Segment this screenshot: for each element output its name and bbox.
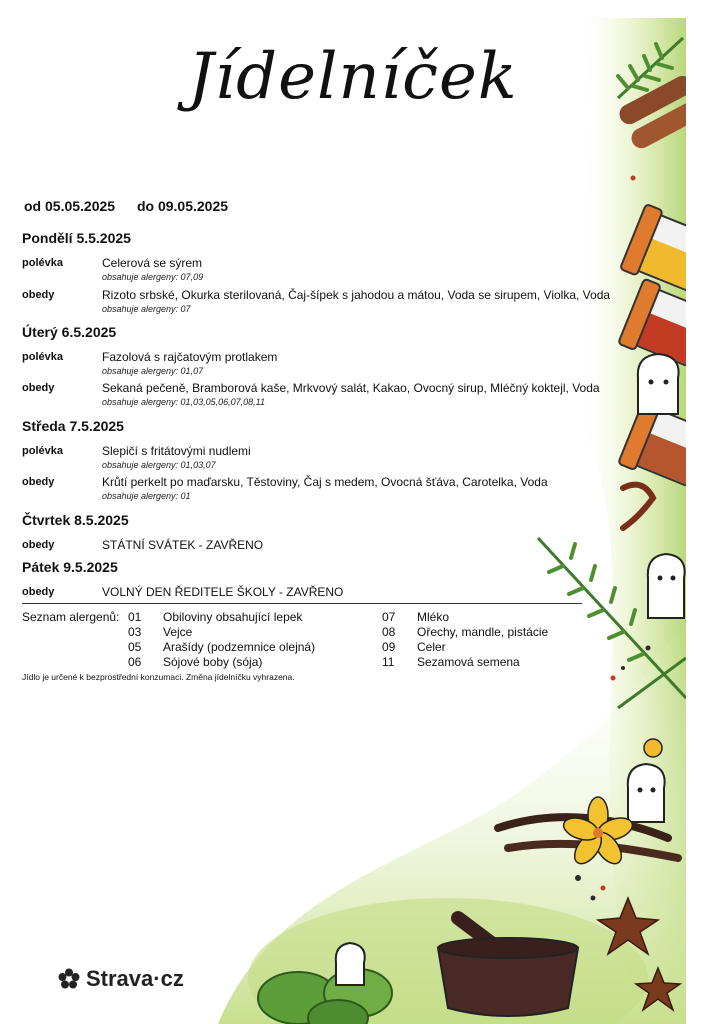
allergen-name: Arašídy (podzemnice olejná)	[163, 640, 316, 654]
flower-icon	[58, 968, 80, 990]
allergen-code: 11	[382, 655, 395, 669]
main-dish: Sekaná pečeně, Bramborová kaše, Mrkvový salát, Kakao, Ovocný sirup, Mléčný koktejl, Voda	[102, 381, 600, 395]
allergen-code: 06	[128, 655, 142, 669]
soup-allergens: obsahuje alergeny: 07,09	[102, 272, 204, 282]
footnote: Jídlo je určené k bezprostřední konzumaci. Změna jídelníčku vyhrazena.	[22, 672, 295, 682]
allergen-code: 01	[128, 610, 142, 624]
date-to: do 09.05.2025	[136, 198, 229, 214]
allergen-name: Ořechy, mandle, pistácie	[417, 625, 549, 639]
allergen-name: Celer	[417, 640, 446, 654]
main-label: obedy	[22, 539, 55, 551]
main-label: obedy	[22, 289, 55, 301]
main-dish: STÁTNÍ SVÁTEK - ZAVŘENO	[102, 538, 264, 552]
date-range	[24, 198, 246, 214]
soup-allergens: obsahuje alergeny: 01,03,07	[102, 460, 216, 470]
soup-allergens: obsahuje alergeny: 01,07	[102, 366, 204, 376]
day-heading: Úterý 6.5.2025	[22, 324, 117, 340]
strava-logo	[58, 966, 184, 992]
allergen-name: Obiloviny obsahující lepek	[163, 610, 303, 624]
allergen-code: 08	[382, 625, 396, 639]
main-label: obedy	[22, 382, 55, 394]
day-heading: Pátek 9.5.2025	[22, 559, 118, 575]
main-allergens: obsahuje alergeny: 01,03,05,06,07,08,11	[102, 397, 265, 407]
soup-dish: Fazolová s rajčatovým protlakem	[102, 350, 278, 364]
main-allergens: obsahuje alergeny: 07	[102, 304, 191, 314]
allergen-code: 05	[128, 640, 142, 654]
allergen-name: Mléko	[417, 610, 450, 624]
allergen-name: Sójové boby (sója)	[163, 655, 263, 669]
allergen-code: 03	[128, 625, 142, 639]
allergen-code: 09	[382, 640, 396, 654]
menu-page	[18, 18, 686, 1024]
allergen-name: Vejce	[163, 625, 193, 639]
divider	[22, 603, 582, 604]
soup-label: polévka	[22, 445, 63, 457]
date-from: od 05.05.2025	[24, 198, 116, 214]
allergen-name: Sezamová semena	[417, 655, 520, 669]
day-heading: Středa 7.5.2025	[22, 418, 124, 434]
soup-label: polévka	[22, 351, 63, 363]
allergen-code: 07	[382, 610, 396, 624]
soup-dish: Celerová se sýrem	[102, 256, 203, 270]
main-dish: Krůtí perkelt po maďarsku, Těstoviny, Čaj s medem, Ovocná šťáva, Carotelka, Voda	[102, 475, 548, 489]
main-dish: VOLNÝ DEN ŘEDITELE ŠKOLY - ZAVŘENO	[102, 585, 344, 599]
main-dish: Rizoto srbské, Okurka sterilovaná, Čaj-šípek s jahodou a mátou, Voda se sirupem, Violka, Voda	[102, 288, 611, 302]
day-heading: Čtvrtek 8.5.2025	[22, 512, 129, 528]
page-title: Jídelníček	[188, 40, 518, 114]
day-heading: Pondělí 5.5.2025	[22, 230, 131, 246]
allergen-list-label: Seznam alergenů:	[22, 610, 120, 624]
logo-text: Strava·cz	[86, 966, 184, 991]
soup-dish: Slepičí s fritátovými nudlemi	[102, 444, 251, 458]
main-label: obedy	[22, 586, 55, 598]
main-label: obedy	[22, 476, 55, 488]
soup-label: polévka	[22, 257, 63, 269]
main-allergens: obsahuje alergeny: 01	[102, 491, 191, 501]
